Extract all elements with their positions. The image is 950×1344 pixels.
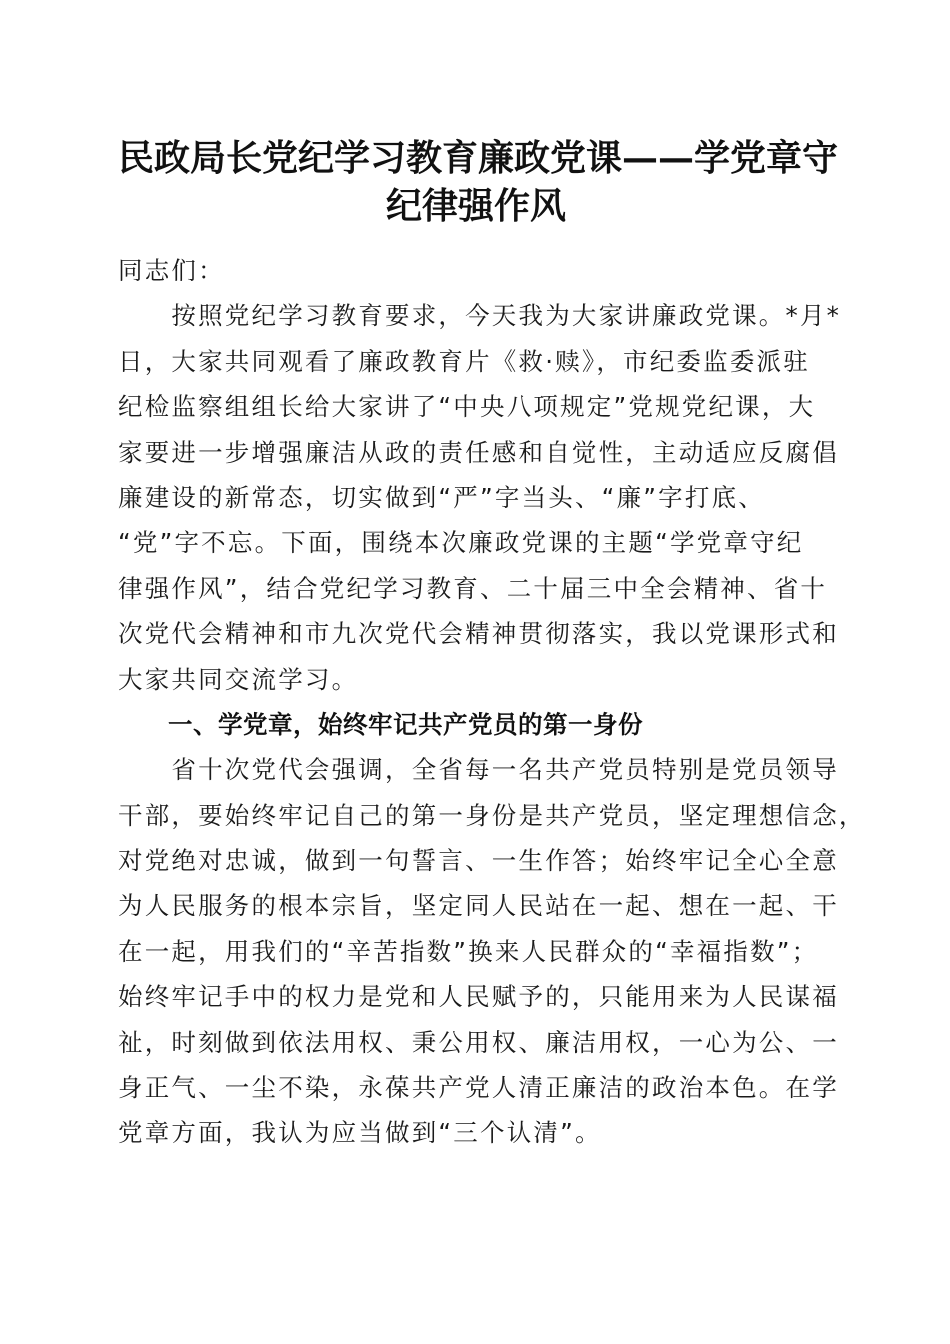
salutation: 同志们：	[118, 256, 225, 285]
intro-paragraph	[118, 293, 842, 702]
paragraph-line: 对党绝对忠诚，做到一句誓言、一生作答；始终牢记全心全意	[118, 846, 839, 876]
document-title	[118, 134, 839, 230]
paragraph-line: 党章方面，我认为应当做到“三个认清”。	[118, 1118, 602, 1148]
paragraph-line: 祉，时刻做到依法用权、秉公用权、廉洁用权，一心为公、一	[118, 1027, 839, 1057]
paragraph-line: 干部，要始终牢记自己的第一身份是共产党员，坚定理想信念，	[118, 800, 866, 830]
paragraph-line: 始终牢记手中的权力是党和人民赋予的，只能用来为人民谋福	[118, 982, 839, 1012]
paragraph-line: 廉建设的新常态，切实做到“严”字当头、“廉”字打底、	[118, 482, 765, 512]
paragraph-line: 纪检监察组组长给大家讲了“中央八项规定”党规党纪课，大	[118, 392, 816, 422]
paragraph-line: 家要进一步增强廉洁从政的责任感和自觉性，主动适应反腐倡	[118, 437, 839, 467]
paragraph-line: 大家共同交流学习。	[118, 664, 359, 694]
paragraph-line: 日，大家共同观看了廉政教育片《救·赎》，市纪委监委派驻	[118, 346, 810, 376]
section-heading-1: 一、学党章，始终牢记共产党员的第一身份	[118, 709, 643, 739]
paragraph-line: 律强作风”，结合党纪学习教育、二十届三中全会精神、省十	[118, 573, 828, 603]
paragraph-line: 次党代会精神和市九次党代会精神贯彻落实，我以党课形式和	[118, 619, 839, 649]
title-line-1: 民政局长党纪学习教育廉政党课——学党章守	[118, 137, 839, 179]
document-body	[118, 248, 866, 1156]
title-line-2: 纪律强作风	[385, 185, 566, 227]
paragraph-line: 身正气、一尘不染，永葆共产党人清正廉洁的政治本色。在学	[118, 1073, 839, 1103]
paragraph-line: 省十次党代会强调，全省每一名共产党员特别是党员领导	[118, 755, 839, 785]
paragraph-line: 为人民服务的根本宗旨，坚定同人民站在一起、想在一起、干	[118, 891, 839, 921]
paragraph-line: 在一起，用我们的“辛苦指数”换来人民群众的“幸福指数”；	[118, 936, 819, 966]
paragraph-line: “党”字不忘。下面，围绕本次廉政党课的主题“学党章守纪	[118, 528, 804, 558]
section-1-paragraph	[118, 747, 866, 1156]
paragraph-line: 按照党纪学习教育要求，今天我为大家讲廉政党课。*月*	[118, 301, 842, 331]
